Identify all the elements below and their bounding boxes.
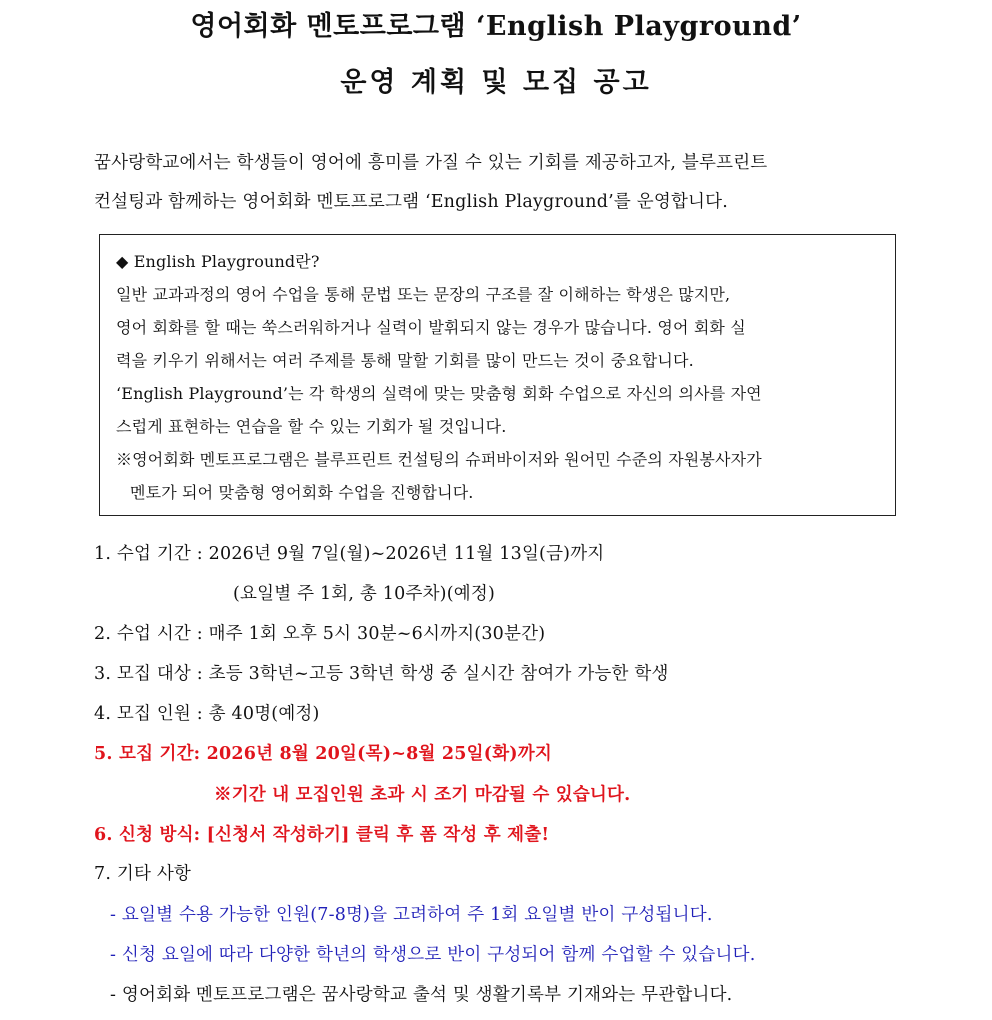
info-box-line: 일반 교과과정의 영어 수업을 통해 문법 또는 문장의 구조를 잘 이해하는 학생은 많지만, bbox=[116, 285, 731, 304]
item-etc-heading: 7. 기타 사항 bbox=[94, 864, 192, 884]
item-recruit-count: 4. 모집 인원 : 총 40명(예정) bbox=[94, 704, 320, 724]
info-box-heading: ◆ English Playground란? bbox=[116, 252, 320, 271]
info-box-line: 영어 회화를 할 때는 쑥스러워하거나 실력이 발휘되지 않는 경우가 많습니다. 영어 회화 실 bbox=[116, 318, 746, 337]
info-box-note: ※영어회화 멘토프로그램은 블루프린트 컨설팅의 슈퍼바이저와 원어민 수준의 자원봉사자가 bbox=[116, 450, 762, 469]
info-box-line: ‘English Playground’는 각 학생의 실력에 맞는 맞춤형 회화 수업으로 자신의 의사를 자연 bbox=[116, 384, 762, 403]
item-recruit-period: 5. 모집 기간: 2026년 8월 20일(목)~8월 25일(화)까지 bbox=[94, 744, 552, 764]
etc-list-item: - 영어회화 멘토프로그램은 꿈사랑학교 출석 및 생활기록부 기재와는 무관합니다. bbox=[110, 985, 733, 1005]
page-title: 영어회화 멘토프로그램 ‘English Playground’ bbox=[190, 11, 802, 42]
intro-line-2: 컨설팅과 함께하는 영어회화 멘토프로그램 ‘English Playground’를 운영합니다. bbox=[94, 192, 729, 212]
etc-list-item: - 요일별 수용 가능한 인원(7-8명)을 고려하여 주 1회 요일별 반이 구성됩니다. bbox=[110, 905, 713, 925]
intro-line-1: 꿈사랑학교에서는 학생들이 영어에 흥미를 가질 수 있는 기회를 제공하고자, 블루프린트 bbox=[94, 153, 768, 173]
info-box-line: 력을 키우기 위해서는 여러 주제를 통해 말할 기회를 많이 만드는 것이 중요합니다. bbox=[116, 351, 694, 370]
item-class-period: 1. 수업 기간 : 2026년 9월 7일(월)~2026년 11월 13일(금)까지 bbox=[94, 544, 605, 564]
item-recruit-note: ※기간 내 모집인원 초과 시 조기 마감될 수 있습니다. bbox=[214, 785, 631, 805]
info-box-note-cont: 멘토가 되어 맞춤형 영어회화 수업을 진행합니다. bbox=[130, 483, 474, 502]
info-box bbox=[99, 234, 896, 516]
item-class-period-detail: (요일별 주 1회, 총 10주차)(예정) bbox=[233, 584, 495, 604]
etc-list-item: - 신청 요일에 따라 다양한 학년의 학생으로 반이 구성되어 함께 수업할 수 있습니다. bbox=[110, 945, 756, 965]
info-box-line: 스럽게 표현하는 연습을 할 수 있는 기회가 될 것입니다. bbox=[116, 417, 507, 436]
item-apply-method: 6. 신청 방식: [신청서 작성하기] 클릭 후 폼 작성 후 제출! bbox=[94, 825, 550, 845]
item-class-time: 2. 수업 시간 : 매주 1회 오후 5시 30분~6시까지(30분간) bbox=[94, 624, 546, 644]
item-recruit-target: 3. 모집 대상 : 초등 3학년~고등 3학년 학생 중 실시간 참여가 가능한 학생 bbox=[94, 664, 669, 684]
page-subtitle: 운영 계획 및 모집 공고 bbox=[340, 67, 652, 98]
